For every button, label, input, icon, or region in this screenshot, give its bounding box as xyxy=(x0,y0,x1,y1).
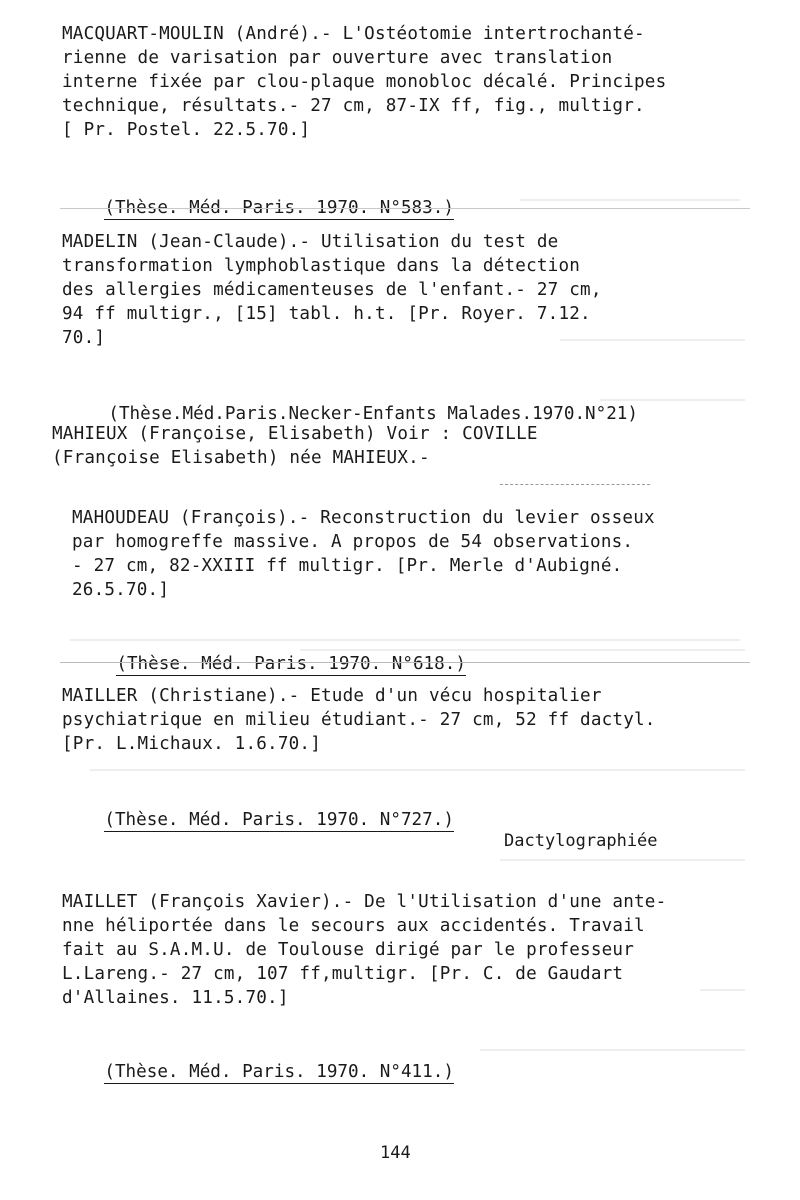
citation-text: (Thèse. Méd. Paris. 1970. N°618.) xyxy=(116,654,466,674)
entry-maillet xyxy=(62,890,762,1010)
entry-text: MADELIN (Jean-Claude).- Utilisation du test de transformation lymphoblastique dans la détection des allergies médicamenteuses de l'enfant.- 27 cm, 94 ff multigr., [15] tabl. h.t. [Pr. Royer. 7.12. 70.] xyxy=(62,232,602,348)
divider xyxy=(60,208,750,209)
entry-text: MAHIEUX (Françoise, Elisabeth) Voir : COVILLE (Françoise Elisabeth) née MAHIEUX.- xyxy=(52,424,538,468)
entry-mailler xyxy=(62,684,762,756)
entry-text: MAILLER (Christiane).- Etude d'un vécu hospitalier psychiatrique en milieu étudiant.- 27 cm, 52 ff dactyl. [Pr. L.Michaux. 1.6.70.] xyxy=(62,686,656,754)
page-number: 144 xyxy=(380,1143,411,1163)
margin-note: Dactylographiée xyxy=(504,831,658,851)
citation-text: (Thèse. Méd. Paris. 1970. N°727.) xyxy=(104,810,454,830)
entry-macquart-moulin xyxy=(62,22,762,142)
divider xyxy=(60,662,750,663)
entry-mahieux xyxy=(52,422,752,470)
entry-citation xyxy=(62,1036,454,1108)
citation-text: (Thèse.Méd.Paris.Necker-Enfants Malades.1970.N°21) xyxy=(108,404,638,424)
entry-madelin xyxy=(62,230,762,350)
divider xyxy=(500,484,650,485)
citation-text: (Thèse. Méd. Paris. 1970. N°411.) xyxy=(104,1062,454,1082)
entry-citation xyxy=(62,784,454,856)
entry-mahoudeau xyxy=(72,506,772,602)
entry-text: MACQUART-MOULIN (André).- L'Ostéotomie intertrochanté- rienne de varisation par ouverture avec translation interne fixée par clou-plaque monobloc décalé. Principes technique, résultats.- 27 cm, 87-IX ff, fig., multigr. [ Pr. Postel. 22.5.70.] xyxy=(62,24,667,140)
citation-text: (Thèse. Méd. Paris. 1970. N°583.) xyxy=(104,198,454,218)
entry-text: MAHOUDEAU (François).- Reconstruction du levier osseux par homogreffe massive. A propos de 54 observations. - 27 cm, 82-XXIII ff multigr. [Pr. Merle d'Aubigné. 26.5.70.] xyxy=(72,508,655,600)
entry-text: MAILLET (François Xavier).- De l'Utilisation d'une ante- nne héliportée dans le secours aux accidentés. Travail fait au S.A.M.U. de Toulouse dirigé par le professeur L.Lareng.- 27 cm, 107 ff,multigr. [Pr. C. de Gaudart d'Allaines. 11.5.70.] xyxy=(62,892,667,1008)
